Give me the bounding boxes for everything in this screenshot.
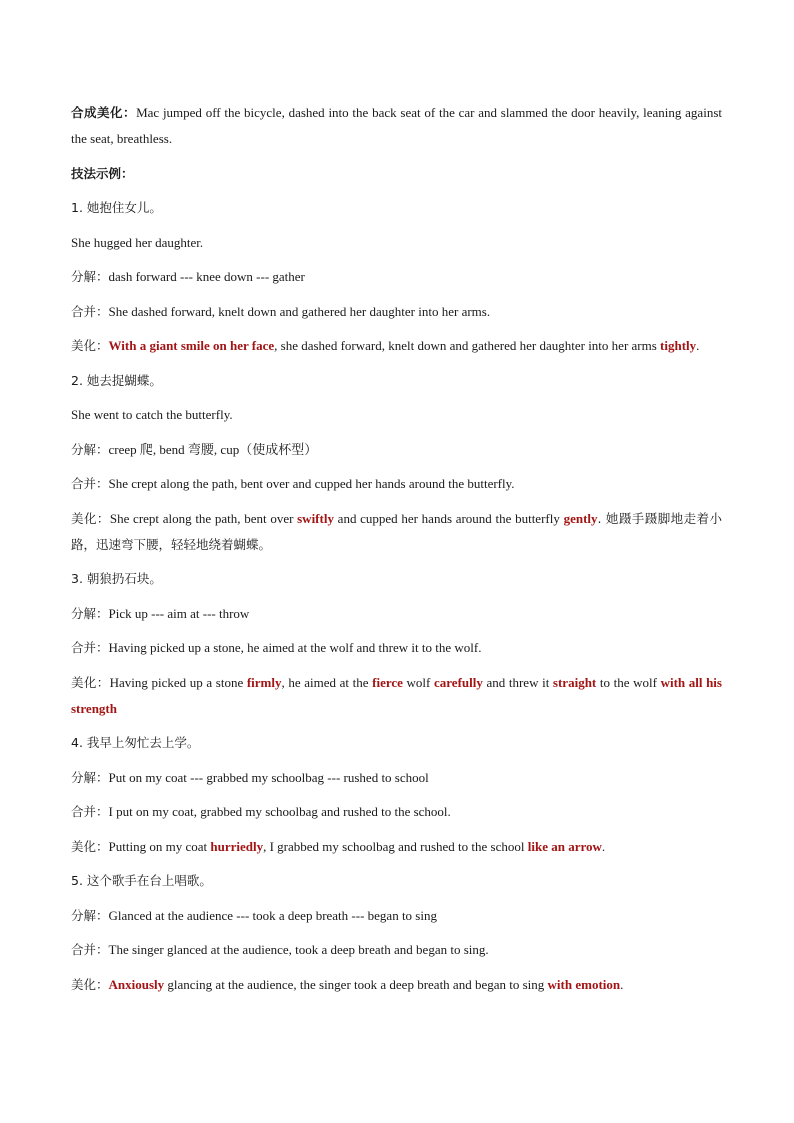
split-line: 分解：Put on my coat --- grabbed my schoolbag --- rushed to school	[71, 769, 429, 785]
highlight-phrase: carefully	[434, 674, 483, 690]
section-heading: 技法示例：	[71, 165, 134, 181]
split-line: 分解：creep 爬, bend 弯腰, cup（使成杯型）	[71, 441, 318, 457]
beautify-line: 美化：She crept along the path, bent over swiftly and cupped her hands around the butterfly gently. 她蹑手蹑脚地走着小路，迅速弯下腰，轻轻地绕着蝴蝶。	[71, 510, 723, 552]
split-line: 分解：Pick up --- aim at --- throw	[71, 605, 250, 621]
intro-paragraph	[71, 100, 722, 152]
example-title: 2. 她去捉蝴蝶。	[71, 372, 162, 388]
beautify-line: 美化：With a giant smile on her face, she dashed forward, knelt down and gathered her daughter into her arms tightly.	[71, 338, 700, 353]
highlight-phrase: with all his strength	[71, 674, 722, 716]
split-line: 分解：Glanced at the audience --- took a deep breath --- began to sing	[71, 907, 437, 923]
merge-line: 合并：Having picked up a stone, he aimed at the wolf and threw it to the wolf.	[71, 640, 482, 655]
example-title: 4. 我早上匆忙去上学。	[71, 735, 200, 750]
highlight-phrase: Anxiously	[108, 976, 165, 992]
beautify-line: 美化：Having picked up a stone firmly, he aimed at the fierce wolf carefully and threw it straight to the wolf with all his strength	[71, 674, 722, 716]
highlight-phrase: fierce	[372, 674, 403, 690]
example-title: 5. 这个歌手在台上唱歌。	[71, 873, 212, 888]
example-english: She hugged her daughter.	[71, 234, 204, 250]
highlight-phrase: swiftly	[297, 510, 334, 526]
merge-line: 合并：The singer glanced at the audience, took a deep breath and began to sing.	[71, 942, 489, 957]
example-title: 3. 朝狼扔石块。	[71, 571, 162, 586]
highlight-phrase: hurriedly	[210, 838, 264, 854]
highlight-phrase: straight	[552, 674, 597, 690]
merge-line: 合并：She crept along the path, bent over and cupped her hands around the butterfly.	[71, 476, 515, 491]
example-english: She went to catch the butterfly.	[71, 407, 233, 422]
highlight-phrase: tightly	[660, 338, 697, 353]
highlight-phrase: gently	[563, 510, 598, 526]
beautify-line: 美化：Anxiously glancing at the audience, the singer took a deep breath and began to sing with emotion.	[71, 976, 624, 992]
intro-label: 合成美化：	[71, 105, 137, 120]
highlight-phrase: With a giant smile on her face	[108, 338, 275, 353]
beautify-line: 美化：Putting on my coat hurriedly, I grabbed my schoolbag and rushed to the school like an arrow.	[71, 838, 606, 854]
split-line: 分解：dash forward --- knee down --- gather	[71, 269, 305, 284]
highlight-phrase: with emotion	[547, 976, 621, 992]
merge-line: 合并：She dashed forward, knelt down and gathered her daughter into her arms.	[71, 303, 491, 319]
highlight-phrase: firmly	[246, 674, 282, 690]
merge-line: 合并：I put on my coat, grabbed my schoolbag and rushed to the school.	[71, 804, 451, 819]
highlight-phrase: like an arrow	[527, 838, 602, 854]
document-page	[71, 100, 722, 1006]
example-title: 1. 她抱住女儿。	[71, 200, 162, 215]
intro-text: Mac jumped off the bicycle, dashed into the back seat of the car and slammed the door heavily, leaning against the seat, breathless.	[71, 105, 722, 146]
